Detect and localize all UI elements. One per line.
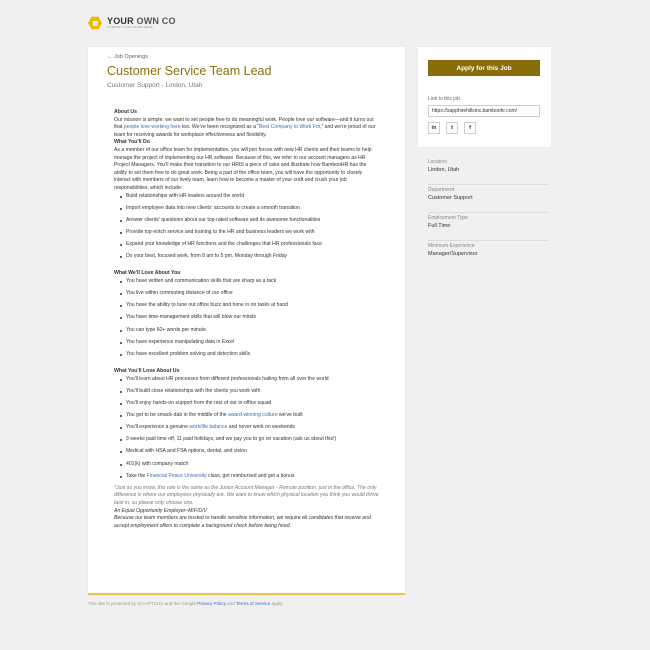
role-note: *Just so you know, this role is the same as the Junior Account Manager - Remote position, just in the office. The only difference is where our employees physically are. We want to know which physical location you think you would thrive best in, so please only choose one. [114, 484, 379, 506]
eeo-text: Because our team members are trusted to handle sensitive information, we require all candidates that receive and accept employment offers to complete a background check before being hired. [114, 515, 371, 529]
what-youll-do-heading: What You'll Do [114, 139, 150, 146]
list-item: You have experience manipulating data in Excel [114, 339, 380, 347]
fact-location: Location Lindon, Utah [428, 157, 548, 185]
twitter-share-button[interactable]: t [446, 122, 458, 134]
financial-peace-university-link[interactable]: Financial Peace University [146, 472, 207, 479]
share-buttons [428, 122, 476, 134]
benefits-list [114, 376, 380, 481]
fact-minimum-experience: Minimum Experience Manager/Supervisor [428, 243, 478, 257]
fact-department: Department Customer Support [428, 185, 548, 213]
about-heading: About Us [114, 109, 138, 115]
list-item: You get to be smack-dab in the middle of the award-winning culture we've built [114, 412, 380, 420]
job-subtitle: Customer Support - Lindon, Utah [107, 82, 203, 89]
list-item: You have written and communication skills that are sharp as a tack [114, 278, 380, 286]
apply-for-job-button[interactable]: Apply for this Job [428, 60, 540, 76]
list-item: Do your best, focused work, from 8 am to 5 pm, Monday through Friday [114, 253, 380, 261]
list-item: You'll build close relationships with the clients you work with [114, 388, 380, 396]
logo-hex-icon [88, 16, 102, 30]
list-item: Answer clients' questions about our top-rated software and its awesome functionalities [114, 217, 380, 225]
facebook-share-button[interactable]: f [464, 122, 476, 134]
what-youll-do-intro: As a member of our office team for implementation, you will join forces with new HR clients and their teams to help manage the project of implementing our HR software. Because of this, we refer to our account managers as HR Project Managers. You'll make their transition to our HRIS a piece of cake and illustrate how BambooHR has the ability to set them free to do great work. Being a part of the office team, you will have the opportunity to closely interact with members of our lively team, learn how to become a master of your craft and crush your job responsibilities, which include: [114, 146, 372, 191]
qualifications-list [114, 278, 380, 358]
list-item: Build relationships with HR leaders around the world [114, 193, 380, 201]
logo-name-part2: OWN CO [136, 15, 176, 26]
list-item: Medical with HSA and FSA options, dental, and vision [114, 448, 380, 456]
job-description-card [88, 47, 405, 595]
list-item: You can type 60+ words per minute [114, 327, 380, 335]
award-winning-culture-link[interactable]: award-winning culture [228, 411, 278, 418]
eeo-title: An Equal Opportunity Employer–M/F/D/V [114, 507, 207, 514]
list-item: You'll experience a genuine work/life balance and never work on weekends [114, 424, 380, 432]
list-item: You have excellent problem solving and detection skills [114, 351, 380, 359]
back-to-job-openings-link[interactable]: ← Job Openings [107, 54, 148, 60]
list-item: 3 weeks paid time off, 11 paid holidays, and we pay you to go on vacation (ask us about this!) [114, 436, 380, 444]
recaptcha-footer: This site is protected by reCAPTCHA and the Google Privacy Policy and Terms of Service apply. [88, 601, 284, 606]
list-item: You live within commuting distance of our office [114, 290, 380, 298]
company-logo[interactable] [88, 16, 176, 30]
job-facts [428, 157, 548, 269]
list-item: Provide top-notch service and training to the HR and business leaders we work with [114, 229, 380, 237]
about-text: Our mission is simple: we want to set people free to do meaningful work. People love our software—and it turns out that people love working here too. We've been recognized as a “Best Company to Work For,” and we're proud of our team for receiving awards for workplace effectiveness and flexibility. [114, 116, 376, 138]
people-love-working-here-link[interactable]: people love working here [123, 124, 181, 131]
work-life-balance-link[interactable]: work/life balance [189, 424, 228, 431]
job-title: Customer Service Team Lead [107, 64, 272, 78]
link-to-job-label: Link to this job [428, 96, 460, 102]
linkedin-share-button[interactable]: in [428, 122, 440, 134]
what-youll-love-heading: What You'll Love About Us [114, 367, 180, 374]
best-company-link[interactable]: Best Company to Work For [259, 124, 321, 131]
fact-employment-type: Employment Type Full Time [428, 213, 548, 241]
list-item: You have time-management skills that will blow our minds [114, 314, 380, 322]
privacy-policy-link[interactable]: Privacy Policy [197, 601, 226, 606]
job-link-field[interactable] [428, 105, 540, 117]
list-item: Take the Financial Peace University class, get reimbursed and get a bonus [114, 473, 380, 481]
job-description [114, 109, 380, 530]
list-item: 401(k) with company match [114, 461, 380, 469]
list-item: You have the ability to tune out office buzz and hone in on tasks at hand [114, 302, 380, 310]
list-item: You'll learn about HR processes from different professionals hailing from all over the world [114, 376, 380, 384]
responsibilities-list [114, 193, 380, 261]
logo-name-part1: YOUR [107, 15, 134, 26]
what-well-love-heading: What We'll Love About You [114, 270, 181, 277]
terms-of-service-link[interactable]: Terms of Service [236, 601, 271, 606]
logo-tagline: COMPANY LOGO GOES HERE [107, 25, 154, 29]
list-item: Import employee data into new clients' accounts to create a smooth transition [114, 205, 380, 213]
list-item: You'll enjoy hands-on support from the rest of our in-office squad [114, 400, 380, 408]
list-item: Expand your knowledge of HR functions and the challenges that HR professionals face [114, 241, 380, 249]
